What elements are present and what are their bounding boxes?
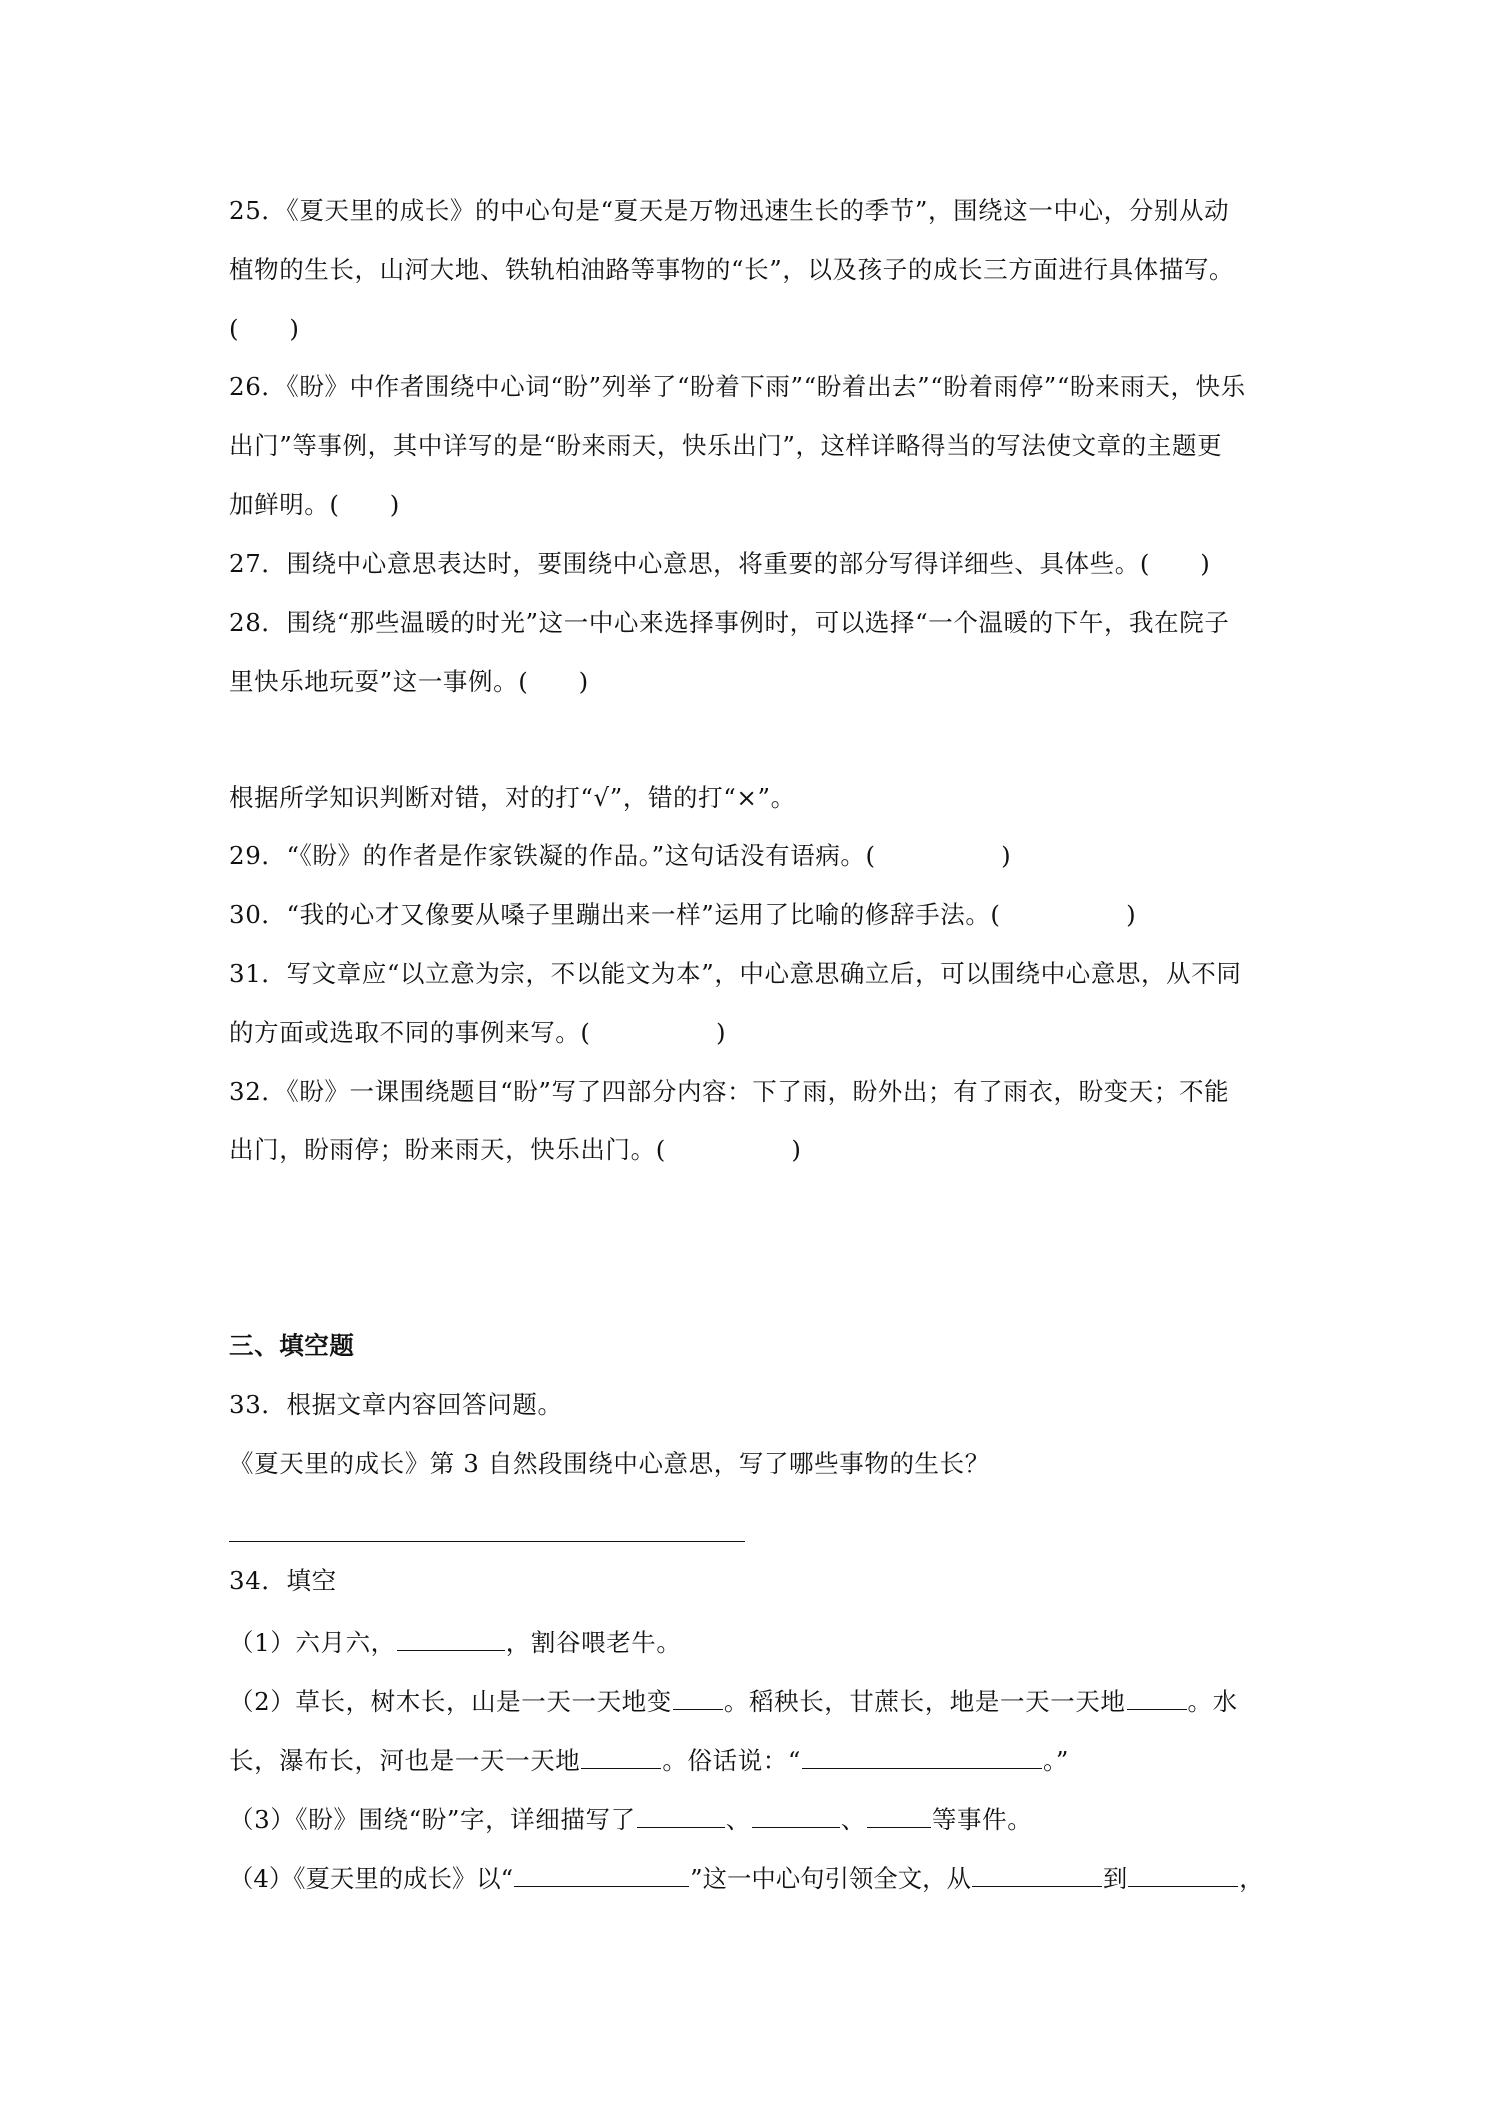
q26-line-1: 26．《盼》中作者围绕中心词“盼”列举了“盼着下雨”“盼着出去”“盼着雨停”“盼来雨天，快乐 bbox=[229, 372, 1246, 401]
q34-part-2-line-2 bbox=[229, 1742, 1069, 1777]
q34-p3-text-a: （3）《盼》围绕“盼”字，详细描写了 bbox=[229, 1805, 636, 1834]
q34-p3-blank-1[interactable] bbox=[637, 1801, 725, 1828]
q33-title: 33．根据文章内容回答问题。 bbox=[229, 1390, 563, 1419]
q34-p4-text-d: ， bbox=[1239, 1864, 1264, 1893]
q34-p1-text-b: ，割谷喂老牛。 bbox=[505, 1628, 682, 1657]
q34-p3-text-d: 等事件。 bbox=[931, 1805, 1033, 1834]
q34-p2-text-d: 长，瀑布长，河也是一天一天地 bbox=[229, 1746, 581, 1775]
q34-p2-blank-1[interactable] bbox=[673, 1683, 723, 1710]
q34-p3-blank-3[interactable] bbox=[867, 1801, 931, 1828]
q34-p4-text-a: （4）《夏天里的成长》以“ bbox=[229, 1864, 514, 1893]
q34-p3-blank-2[interactable] bbox=[752, 1801, 840, 1828]
q34-p4-blank-1[interactable] bbox=[514, 1860, 689, 1887]
q34-p4-blank-3[interactable] bbox=[1128, 1860, 1238, 1887]
q32-line-1: 32．《盼》一课围绕题目“盼”写了四部分内容：下了雨，盼外出；有了雨衣，盼变天；不能 bbox=[229, 1077, 1230, 1106]
q29-line: 29．“《盼》的作者是作家铁凝的作品。”这句话没有语病。( ) bbox=[229, 841, 1012, 870]
q34-p4-blank-2[interactable] bbox=[972, 1860, 1102, 1887]
q34-p3-text-b: 、 bbox=[725, 1805, 751, 1834]
q34-p2-blank-4[interactable] bbox=[802, 1742, 1042, 1769]
section-title-fill-in: 三、填空题 bbox=[229, 1331, 355, 1360]
q34-p3-text-c: 、 bbox=[840, 1805, 866, 1834]
q34-part-3 bbox=[229, 1801, 1032, 1836]
q34-p2-text-b: 。稻秧长，甘蔗长，地是一天一天地 bbox=[723, 1687, 1126, 1716]
q34-p2-text-f: 。” bbox=[1043, 1746, 1070, 1775]
q34-p1-blank-1[interactable] bbox=[397, 1624, 505, 1651]
q34-p4-text-c: 到 bbox=[1102, 1864, 1128, 1893]
q28-line-1: 28．围绕“那些温暖的时光”这一中心来选择事例时，可以选择“一个温暖的下午，我在院子 bbox=[229, 608, 1230, 637]
q25-line-2: 植物的生长，山河大地、铁轨柏油路等事物的“长”，以及孩子的成长三方面进行具体描写。 bbox=[229, 255, 1235, 284]
q34-part-4 bbox=[229, 1860, 1264, 1895]
q31-line-2: 的方面或选取不同的事例来写。( ) bbox=[229, 1018, 727, 1047]
q34-p2-blank-2[interactable] bbox=[1127, 1683, 1187, 1710]
q34-p2-text-e: 。俗话说：“ bbox=[662, 1746, 802, 1775]
q34-p2-text-c: 。水 bbox=[1187, 1687, 1238, 1716]
q26-line-2: 出门”等事例，其中详写的是“盼来雨天，快乐出门”，这样详略得当的写法使文章的主题更 bbox=[229, 431, 1223, 460]
q27-line-1: 27．围绕中心意思表达时，要围绕中心意思，将重要的部分写得详细些、具体些。( ) bbox=[229, 549, 1211, 578]
q34-title: 34．填空 bbox=[229, 1566, 337, 1595]
q34-p4-text-b: ”这一中心句引领全文，从 bbox=[690, 1864, 971, 1893]
q25-line-3: ( ) bbox=[229, 314, 300, 343]
q30-line: 30．“我的心才又像要从嗓子里蹦出来一样”运用了比喻的修辞手法。( ) bbox=[229, 900, 1137, 929]
q26-line-3: 加鲜明。( ) bbox=[229, 490, 400, 519]
judge-instruction: 根据所学知识判断对错，对的打“√”，错的打“×”。 bbox=[229, 783, 796, 812]
q31-line-1: 31．写文章应“以立意为宗，不以能文为本”，中心意思确立后，可以围绕中心意思，从不同 bbox=[229, 959, 1242, 988]
q28-line-2: 里快乐地玩耍”这一事例。( ) bbox=[229, 667, 589, 696]
q34-part-2-line-1 bbox=[229, 1683, 1238, 1718]
q34-p1-text-a: （1）六月六， bbox=[229, 1628, 396, 1657]
q25-line-1: 25．《夏天里的成长》的中心句是“夏天是万物迅速生长的季节”，围绕这一中心，分别从动 bbox=[229, 196, 1230, 225]
q33-answer-line[interactable] bbox=[229, 1541, 745, 1542]
q33-question: 《夏天里的成长》第 3 自然段围绕中心意思，写了哪些事物的生长？ bbox=[229, 1449, 990, 1478]
q34-p2-text-a: （2）草长，树木长，山是一天一天地变 bbox=[229, 1687, 672, 1716]
q34-part-1 bbox=[229, 1624, 682, 1659]
q32-line-2: 出门，盼雨停；盼来雨天，快乐出门。( ) bbox=[229, 1135, 802, 1164]
q34-p2-blank-3[interactable] bbox=[581, 1742, 661, 1769]
